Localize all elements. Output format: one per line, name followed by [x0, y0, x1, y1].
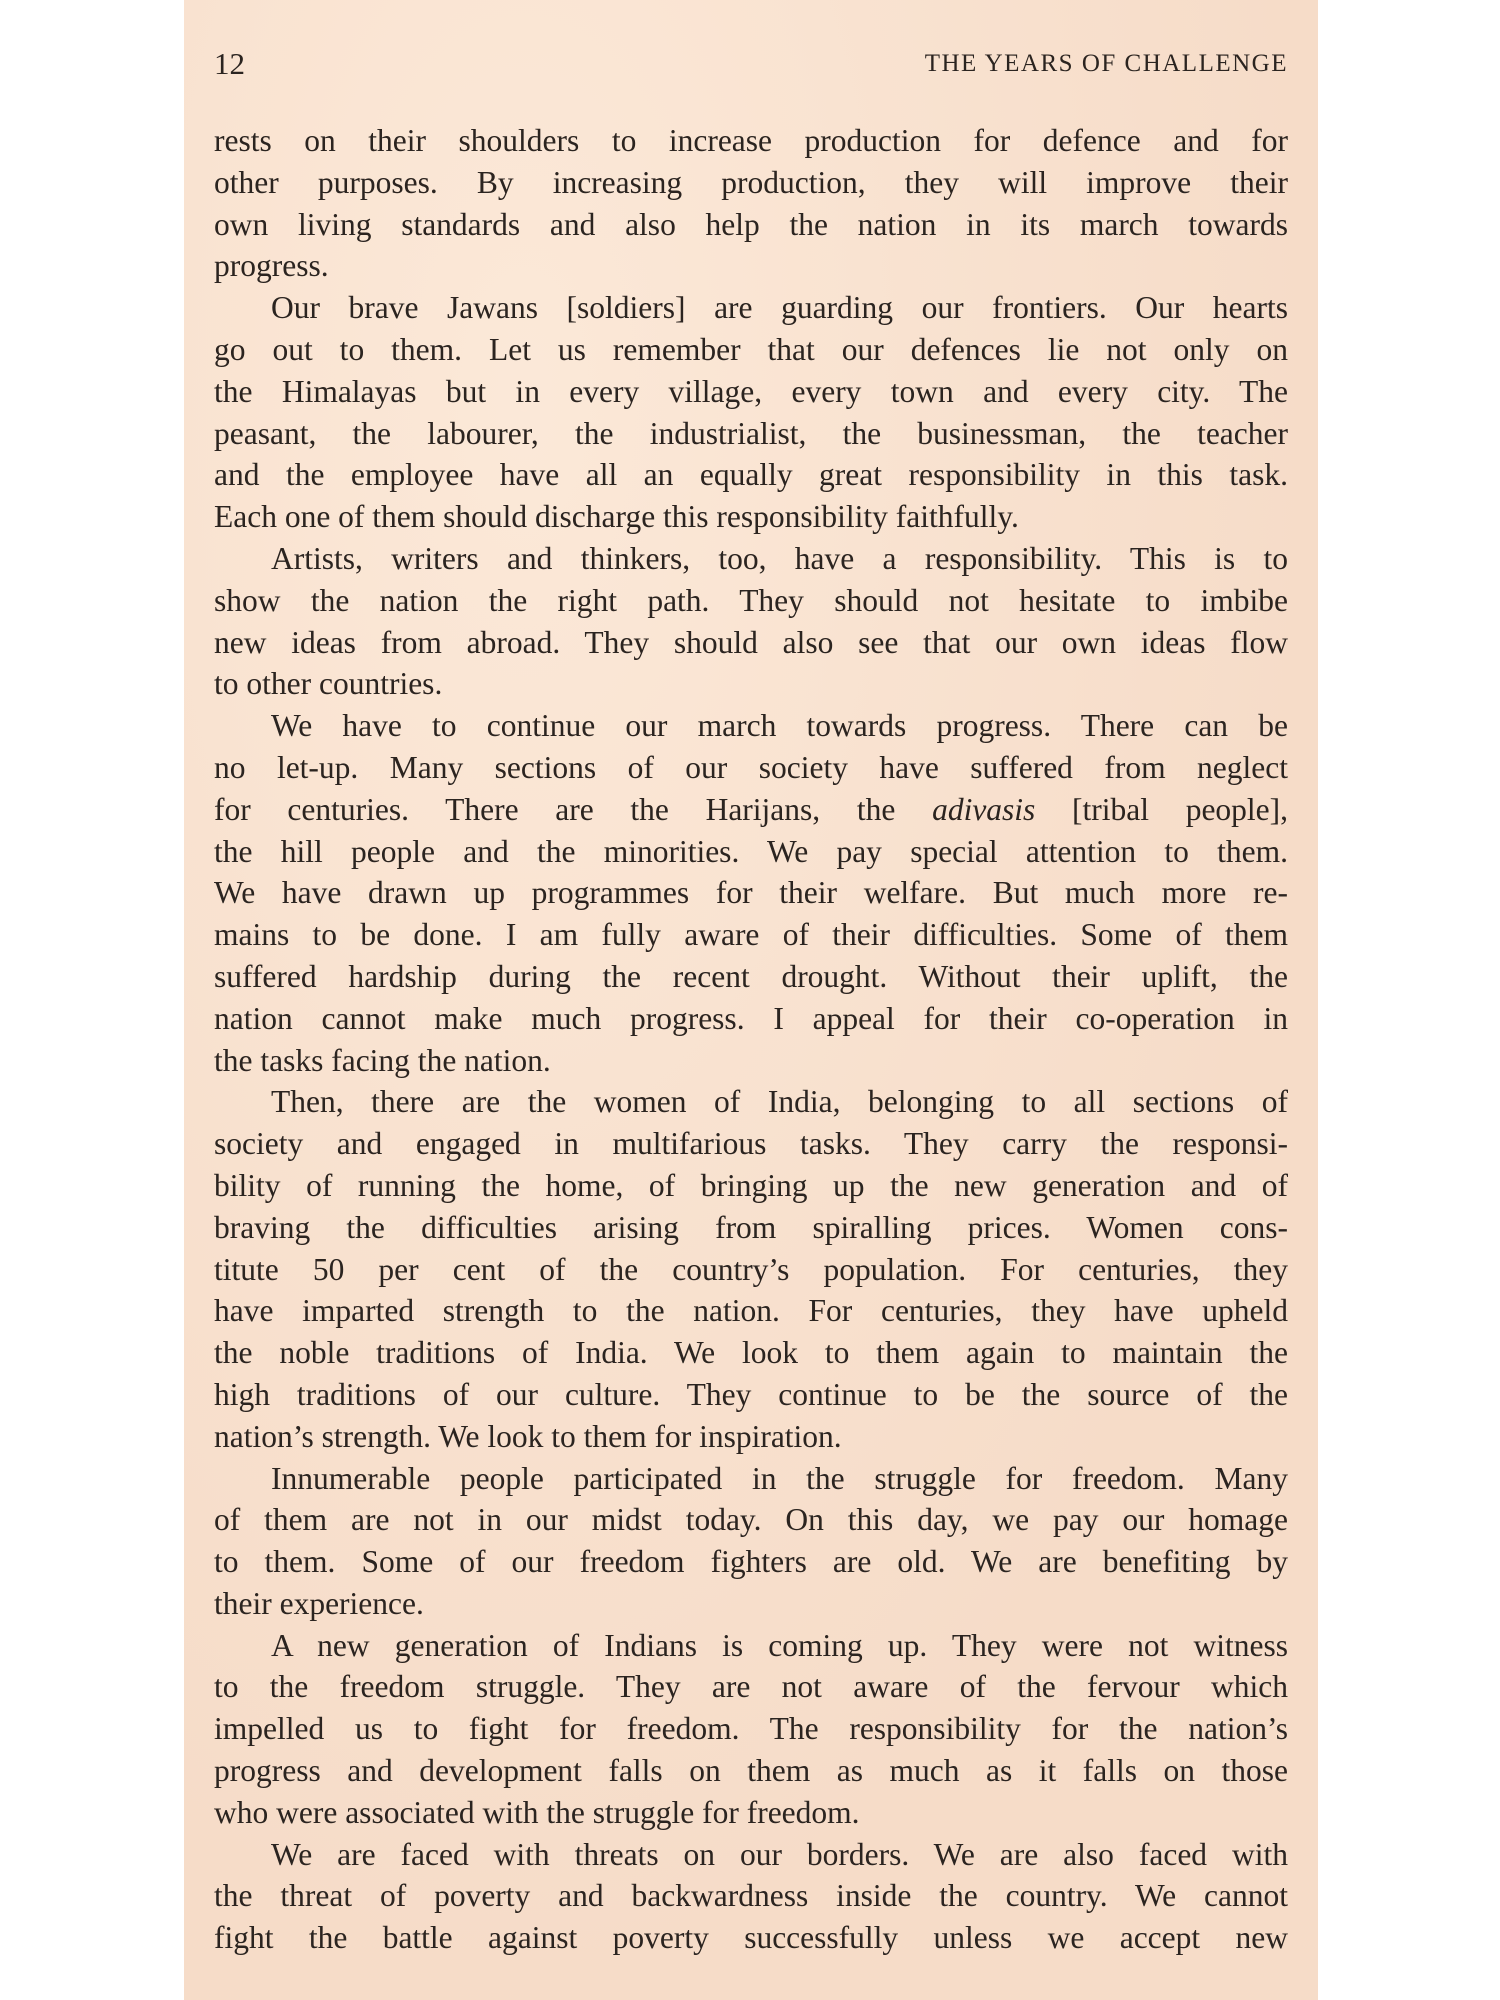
paragraph-5 [214, 1081, 1288, 1457]
text-line: the Himalayas but in every village, every town and every city. The [214, 373, 1288, 409]
italic-term: adivasis [932, 791, 1036, 827]
text-line: braving the difficulties arising from spiralling prices. Women cons- [214, 1209, 1288, 1245]
text-line: high traditions of our culture. They continue to be the source of the [214, 1376, 1288, 1412]
text-line-with-italic [214, 789, 1288, 831]
text-fragment: [tribal people], [1072, 791, 1289, 827]
text-line: Innumerable people participated in the struggle for freedom. Many [271, 1460, 1288, 1496]
text-line: Each one of them should discharge this responsibility faithfully. [214, 499, 1019, 535]
text-line: the hill people and the minorities. We pay special attention to them. [214, 833, 1288, 869]
text-line: Our brave Jawans [soldiers] are guarding our frontiers. Our hearts [271, 290, 1288, 326]
text-line: of them are not in our midst today. On this day, we pay our homage [214, 1502, 1288, 1538]
text-line: nation cannot make much progress. I appeal for their co-operation in [214, 1000, 1288, 1036]
text-line: nation’s strength. We look to them for inspiration. [214, 1418, 842, 1454]
text-line: mains to be done. I am fully aware of their difficulties. Some of them [214, 917, 1288, 953]
text-line: have imparted strength to the nation. For centuries, they have upheld [214, 1293, 1288, 1329]
text-line: to them. Some of our freedom fighters are old. We are benefiting by [214, 1544, 1288, 1580]
text-line: show the nation the right path. They should not hesitate to imbibe [214, 582, 1288, 618]
text-line: Artists, writers and thinkers, too, have a responsibility. This is to [271, 540, 1288, 576]
text-line: titute 50 per cent of the country’s population. For centuries, they [214, 1251, 1288, 1287]
text-line: own living standards and also help the nation in its march towards [214, 206, 1288, 242]
text-line: go out to them. Let us remember that our defences lie not only on [214, 331, 1288, 367]
text-line: Then, there are the women of India, belonging to all sections of [271, 1084, 1288, 1120]
text-line: society and engaged in multifarious tasks. They carry the responsi- [214, 1126, 1288, 1162]
text-line: new ideas from abroad. They should also see that our own ideas flow [214, 624, 1288, 660]
text-line: to the freedom struggle. They are not aware of the fervour which [214, 1669, 1288, 1705]
text-line: We have to continue our march towards progress. There can be [271, 708, 1288, 744]
text-line: the threat of poverty and backwardness inside the country. We cannot [214, 1878, 1288, 1914]
text-line: the tasks facing the nation. [214, 1042, 551, 1078]
page-header [214, 44, 1288, 84]
paragraph-7 [214, 1625, 1288, 1834]
text-line: rests on their shoulders to increase production for defence and for [214, 123, 1288, 158]
running-title: THE YEARS OF CHALLENGE [924, 50, 1288, 77]
text-line: other purposes. By increasing production, they will improve their [214, 164, 1288, 200]
text-line: We are faced with threats on our borders. We are also faced with [271, 1836, 1288, 1872]
text-line: fight the battle against poverty successfully unless we accept new [214, 1920, 1288, 1956]
paragraph-4 [214, 705, 1288, 1081]
book-page [184, 0, 1318, 2000]
paragraph-1 [214, 120, 1288, 287]
text-fragment: for centuries. There are the Harijans, the [214, 791, 896, 827]
text-line: the noble traditions of India. We look to them again to maintain the [214, 1335, 1288, 1371]
body-text [214, 120, 1288, 1959]
paragraph-2 [214, 287, 1288, 538]
text-line: A new generation of Indians is coming up. They were not witness [271, 1627, 1288, 1663]
text-line: impelled us to fight for freedom. The responsibility for the nation’s [214, 1711, 1288, 1747]
text-line: who were associated with the struggle for freedom. [214, 1794, 860, 1830]
text-line: no let-up. Many sections of our society have suffered from neglect [214, 749, 1288, 785]
text-line: peasant, the labourer, the industrialist, the businessman, the teacher [214, 415, 1288, 451]
text-line: bility of running the home, of bringing up the new generation and of [214, 1167, 1288, 1203]
text-line: progress and development falls on them as much as it falls on those [214, 1753, 1288, 1789]
text-line: We have drawn up programmes for their welfare. But much more re- [214, 875, 1288, 911]
text-line: to other countries. [214, 666, 443, 702]
text-line: their experience. [214, 1585, 424, 1621]
text-line: suffered hardship during the recent drought. Without their uplift, the [214, 958, 1288, 994]
paragraph-3 [214, 538, 1288, 705]
text-line: and the employee have all an equally great responsibility in this task. [214, 457, 1288, 493]
paragraph-6 [214, 1458, 1288, 1625]
text-line: progress. [214, 248, 329, 284]
paragraph-8 [214, 1834, 1288, 1959]
page-number: 12 [214, 46, 245, 81]
